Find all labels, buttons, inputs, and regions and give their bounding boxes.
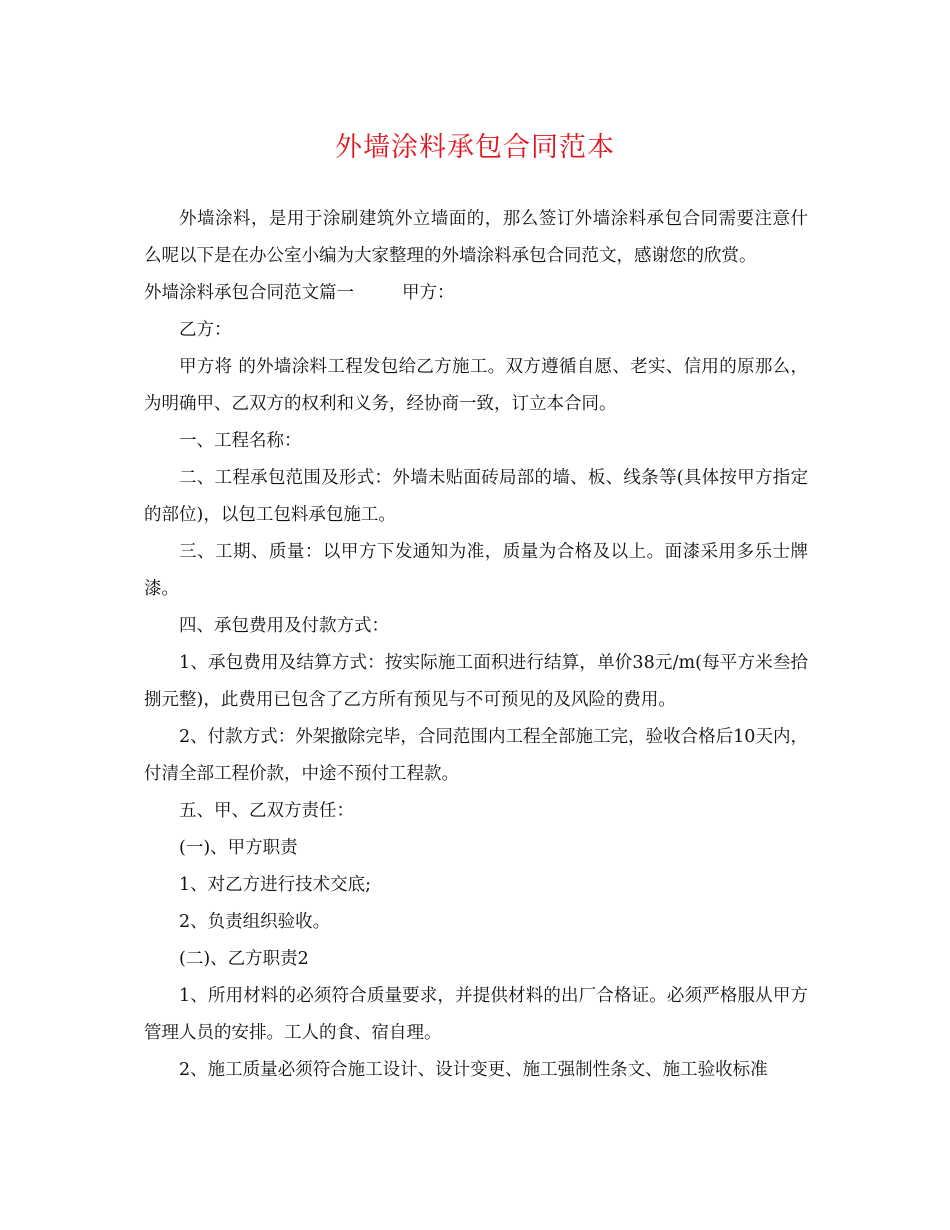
- contract-preamble: 甲方将 的外墙涂料工程发包给乙方施工。双方遵循自愿、老实、信用的原那么，为明确甲、乙双方的权利和义务，经协商一致，订立本合同。: [144, 357, 808, 414]
- party-b-duty-1: 1、所用材料的必须符合质量要求，并提供材料的出厂合格证。必须严格服从甲方管理人员的安排。工人的食、宿自理。: [144, 986, 808, 1043]
- party-b-duty-2: 2、施工质量必须符合施工设计、设计变更、施工强制性条文、施工验收标准: [179, 1060, 768, 1080]
- party-a-label: 甲方：: [402, 283, 455, 303]
- party-a-duty-1: 1、对乙方进行技术交底;: [179, 875, 372, 895]
- clause-project-name: 一、工程名称：: [179, 431, 302, 451]
- party-a-duty-2: 2、负责组织验收。: [179, 912, 331, 932]
- document-body: [144, 201, 808, 1089]
- party-b-label: 乙方：: [179, 320, 232, 340]
- intro-paragraph: 外墙涂料，是用于涂刷建筑外立墙面的，那么签订外墙涂料承包合同需要注意什么呢以下是在办公室小编为大家整理的外墙涂料承包合同范文，感谢您的欣赏。: [144, 209, 808, 266]
- clause-schedule-quality: 三、工期、质量：以甲方下发通知为准，质量为合格及以上。面漆采用多乐士牌漆。: [144, 542, 808, 599]
- party-b-duties-heading: (二)、乙方职责2: [179, 949, 309, 969]
- clause-scope: 二、工程承包范围及形式：外墙未贴面砖局部的墙、板、线条等(具体按甲方指定的部位)，以包工包料承包施工。: [144, 468, 808, 525]
- section-heading: 外墙涂料承包合同范文篇一: [144, 283, 354, 303]
- party-a-duties-heading: (一)、甲方职责: [179, 838, 298, 858]
- section-heading-line: [144, 275, 808, 312]
- document-title: 外墙涂料承包合同范本: [335, 132, 615, 163]
- clause-fees-heading: 四、承包费用及付款方式：: [179, 616, 389, 636]
- clause-fee-settlement: 1、承包费用及结算方式：按实际施工面积进行结算，单价38元/m(每平方米叁拾捌元整)，此费用已包含了乙方所有预见与不可预见的及风险的费用。: [144, 653, 808, 710]
- clause-payment-method: 2、付款方式：外架撤除完毕，合同范围内工程全部施工完，验收合格后10天内，付清全部工程价款，中途不预付工程款。: [144, 727, 808, 784]
- clause-responsibilities-heading: 五、甲、乙双方责任：: [179, 801, 354, 821]
